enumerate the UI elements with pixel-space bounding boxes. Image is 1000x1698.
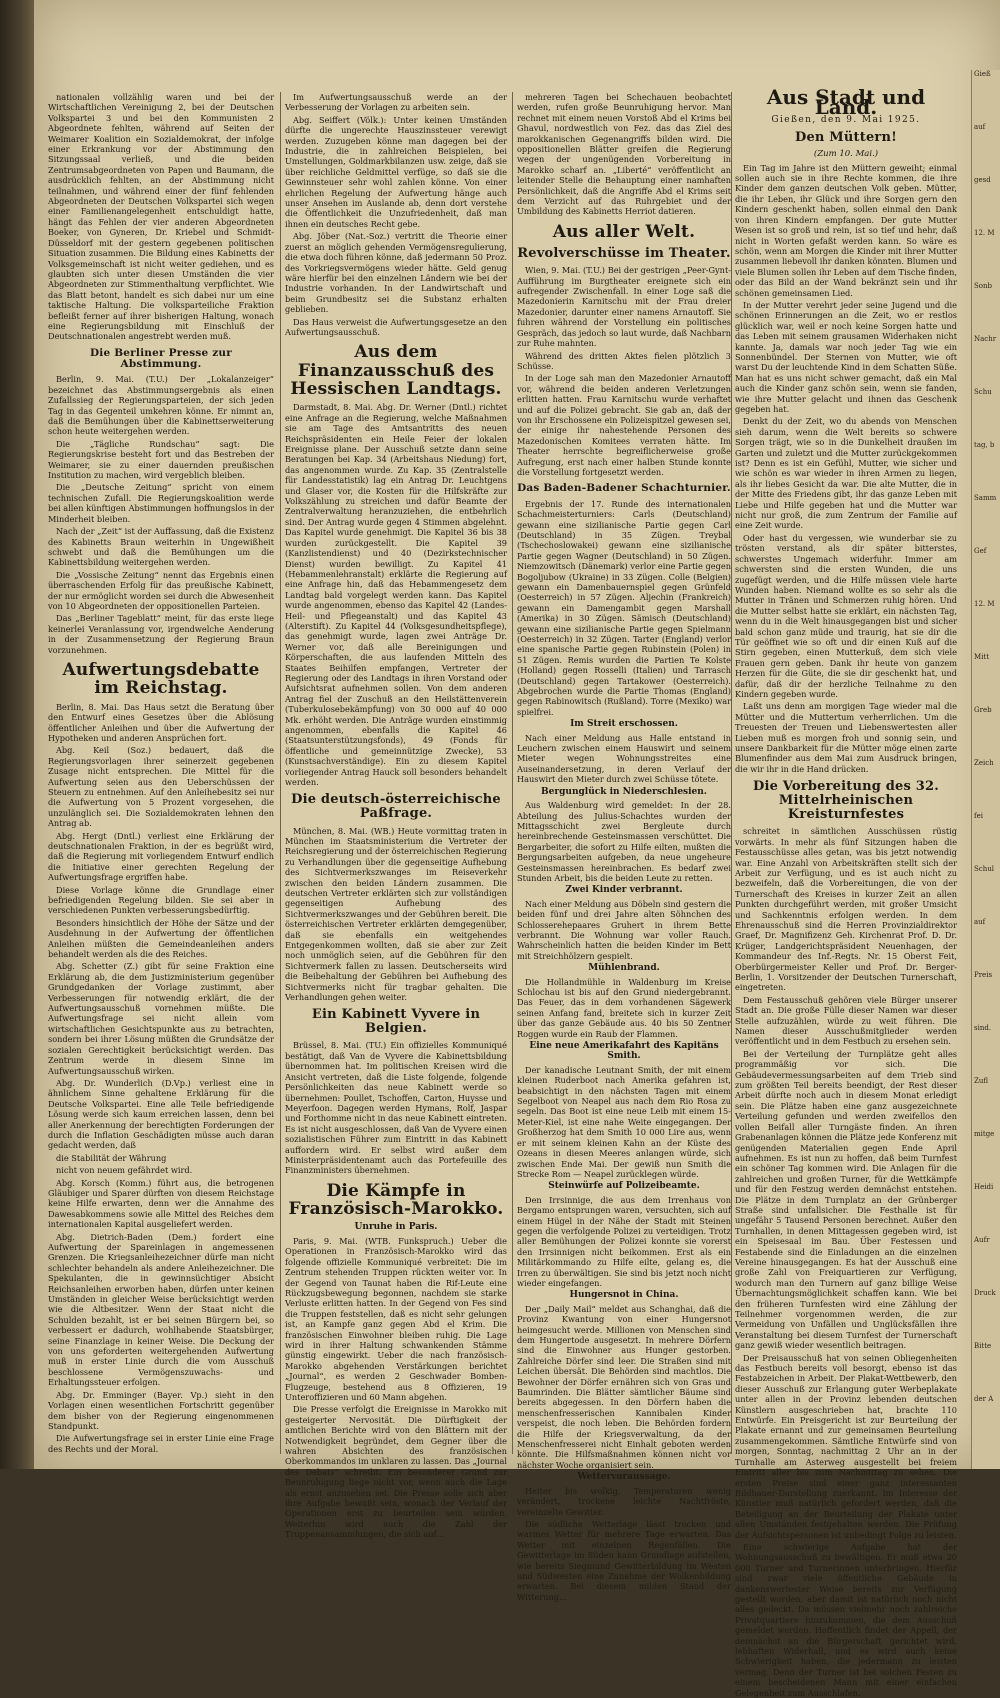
headline-finanzausschuss: Aus dem Finanzausschuß des Hessischen Landtags. bbox=[290, 342, 502, 400]
subheadline-amerikafahrt: Eine neue Amerikafahrt des Kapitäns Smith. bbox=[529, 1041, 719, 1062]
subheadline-muehlenbrand: Mühlenbrand. bbox=[588, 963, 660, 974]
edge-line: 12. M bbox=[974, 229, 995, 237]
article-body bbox=[285, 402, 507, 787]
edge-line: Zufl bbox=[974, 1077, 989, 1085]
paragraph: Diese Vorlage könne die Grundlage einer befriedigenden Regelung bilden. Sie sei aber in verschiedenen Punkten verbesserungsbedürftig. bbox=[48, 884, 274, 916]
article-body bbox=[517, 733, 731, 785]
paragraph: Eine schwierige Aufgabe hat der Wohnungsausschuß zu bewältigen. Er muß etwa 20 000 Turner und Turnerinnen unterbringen. Hierfür sind zwar viele öffentliche Gebäude in dankenswertester Weise bereits zur Verfügung gestellt worden, aber damit ist natürlich noch nicht alles gedeckt. Da müssen vielmehr noch zahlreiche Privatquartiere hinzukommen, die dem Ausschuß gemeldet werden. Hoffentlich findet der Appell, der demnächst an die Bürgerschaft gerichtet wird, lebhaften Widerhall, und es wird auch keine Schwierigkeit haben, die jedermann zu leisten vermag. Denn der Turner ist bei solchen Festen zu einem bescheidenen Mann mit einer einfachen Gelegenheit zum Ausschlafen. bbox=[735, 1541, 957, 1698]
edge-line: auf bbox=[974, 918, 986, 926]
column-rule bbox=[512, 92, 513, 1454]
edge-line: der A bbox=[974, 1395, 994, 1403]
paragraph: Nach einer Meldung aus Halle entstand in Leuchern zwischen einem Hauswirt und seinem Mieter wegen Wohnungsstreites eine Auseinandersetzung, in deren Verlauf der Hauswirt den Mieter durch zwei Schüsse tötete. bbox=[517, 732, 731, 785]
edge-line: Druck bbox=[974, 1289, 996, 1297]
paragraph: Abg. Schetter (Z.) gibt für seine Fraktion eine Erklärung ab, die dem Justizministerium gegenüber Grundgedanken der Vorlage zustimmt, aber Verbesserungen für notwendig erklärt, die der Aufwertungsausschuß vornehmen müßte. Die Aufwertungsfrage sei nicht allein vom wirtschaftlichen Gesichtspunkte aus zu betrachten, sondern bei ihrer Lösung müßten die Grundsätze der sozialen Gerechtigkeit berücksichtigt werden. Das Zentrum werde in diesem Sinne im Aufwertungsausschuß wirken. bbox=[48, 961, 274, 1076]
paragraph: die Stabilität der Währung bbox=[56, 1152, 167, 1163]
article-body bbox=[517, 899, 731, 961]
paragraph: Nach einer Meldung aus Döbeln sind gestern die beiden fünf und drei Jahre alten Söhnchen des Schlosserehepaares Gruhert in ihrem Bette verbrannt. Die Wohnung war voller Rauch. Wahrscheinlich hatten die beiden Kinder im Bett mit Streichhölzern gespielt. bbox=[517, 898, 731, 961]
column-1 bbox=[48, 92, 274, 1454]
paragraph: Nach der „Zeit“ ist der Auffassung, daß die Existenz des Kabinetts Braun weiterhin in Ungewißheit schwebt und daß die Bemühungen um die Kabinettsbildung weitergehen werden. bbox=[48, 526, 274, 568]
paragraph: In der Loge sah man den Mazedonier Arnautoff vor, während die beiden anderen Verletzungen erlitten hatten. Frau Karnitschu wurde verhaftet und auf die Polizei gebracht. Sie gab an, daß der von ihr Erschossene ein Polizeispitzel gewesen sei, der einige ihr nahestehende Personen des Mazedonischen Komitees verraten hätte. Im Theater herrschte begreiflicherweise große Aufregung, erst nach einer halben Stunde konnte die Vorstellung fortgesetzt werden. bbox=[517, 373, 731, 477]
article-body bbox=[517, 1304, 731, 1471]
edge-text bbox=[974, 70, 1000, 1404]
paragraph: Aus Waldenburg wird gemeldet: In der 28. Abteilung des Julius-Schachtes wurden der Mittagsschicht zwei Bergleute durch hereinbrechende Gesteinsmassen verschüttet. Die Bergarbeiter, die sofort zu Hilfe eilten, mußten die Bergungsarbeiten aufgeben, da neue ungeheure Gesteinsmassen hereinbrachen. Es bedarf zwei Stunden Arbeit, bis die beiden Leute zu retten. bbox=[517, 800, 731, 883]
edge-line: Samm bbox=[974, 494, 997, 502]
subheadline-im-streit: Im Streit erschossen. bbox=[570, 719, 678, 730]
headline-den-muettern: Den Müttern! bbox=[794, 130, 898, 146]
paragraph: Das „Berliner Tageblatt“ meint, für das erste liege keinerlei Veranlassung vor, irgendwelche Aenderung in der Zusammensetzung der Regierung Braun vorzunehmen. bbox=[48, 613, 274, 655]
paragraph: Oder hast du vergessen, wie wunderbar sie zu trösten verstand, als dir später bitterstes, schwerstes Ungemach widerfuhr. Immer am schwersten sind die ersten Wunden, die uns zugefügt werden, und die Hilfe müssen viele harte Wunden haben. Niemand wollte es so sehr als die Mutter in Tränen und Schmerzen ruhig hören. Und die Mutter selbst hatte sie erklärt, ein nächsten Tag, wenn du in die Welt hinausgegangen bist und sicher bald schon ganz müde und traurig, hat sie dir die Tür geöffnet wie so oft und dir einen Kuß auf die Stirn gegeben, einen Mutterkuß, dem sich viele Frauen gern geben. Dank ihr heute von ganzem Herzen für die Güte, die sie dir geschenkt hat, und dafür, daß dir der herzliche Teilnahme zu den Kindern gegeben wurde. bbox=[735, 532, 957, 699]
paragraph: Ein Tag im Jahre ist den Müttern geweiht; einmal sollen auch sie in ihre Rechte kommen, die ihre Kinder dem ganzen deutschen Volk geben. Mütter, die ihr Leben, ihr Glück und ihre Sorgen gern den Kindern geschenkt haben, sollen einmal den Dank von ihren Kindern empfangen. Der gute Mutter Wesen ist so groß und rein, ist so tief und hehr, daß nicht in Worten gefaßt werden kann. So wäre es schön, wenn am Morgen die Kinder mit ihrer Mutter zusammen liebevoll ihr danken könnten. Blumen und viele Blumen sollen ihr Leben auf dem Tische finden, oder das Bild an der Wand bekränzt sein und ihr schönen gemeinsamen Lied. bbox=[735, 162, 957, 298]
article-body bbox=[285, 92, 507, 337]
paragraph: Die Hollandmühle in Waldenburg im Kreise Schlochau ist bis auf den Grund niedergebrannt. Das Feuer, das in dem vorhandenen Sägewerk seinen Anfang fand, breitete sich in kurzer Zeit über das ganze Gebäude aus. 40 bis 50 Zentner Roggen wurde ein Raub der Flammen. bbox=[517, 976, 731, 1039]
paragraph: Die „Vossische Zeitung“ nennt das Ergebnis einen überraschenden Erfolg für das preußische Kabinett, der nur ermöglicht worden sei durch die Abwesenheit von 10 Abgeordneten der oppositionellen Parteien. bbox=[48, 569, 274, 611]
edge-line: Bitte bbox=[974, 1342, 992, 1350]
paragraph: Der Preisausschuß hat von seinen Obliegenheiten das Festbuch bereits voll besorgt, ebenso ist das Festabzeichen in Arbeit. Der Plakat-Wettbewerb, den dieser Ausschuß zur Erlangung guter Werbeplakate unter allen in der Provinz lebenden deutschen Künstlern ausgeschrieben hat, brachte 110 Entwürfe. Ein Preisgericht ist zur Beurteilung der Plakate ernannt und zur gemeinsamen Beurteilung zusammengekommen. Sämtliche Entwürfe sind von morgen, Sonntag, nachmittag 2 Uhr an in der Turnhalle am Asterweg ausgestellt bei freiem Eintritt aller bis zum Nachmittag zu sehen. Die ersten Preise sind einer ganz interessanten Bildhauer-Darstellung zuerkannt. Im Interesse der Künstler muß natürlich gefordert werden, daß die Beteiligung an der Beurteilung der Plakate unter allen Umständen festgehalten werden. Die Prüfung der Aufsichtspersonen ist unbedingt Folge zu leisten. bbox=[735, 1352, 957, 1540]
article-body bbox=[517, 92, 731, 217]
edge-line: Schul bbox=[974, 865, 994, 873]
headline-revolverschuesse: Revolverschüsse im Theater. bbox=[517, 246, 731, 262]
edge-line: sind. bbox=[974, 1024, 992, 1032]
subheadline-bergunglueck: Bergunglück in Niederschlesien. bbox=[541, 786, 707, 797]
subheadline-wettervoraussage: Wettervoraussage. bbox=[577, 1472, 671, 1483]
paragraph: Ergebnis der 17. Runde des internationalen Schachmeisterturniers: Carls (Deutschland) gewann eine sizilianische Partie gegen Carl (Deutschland) in 35 Zügen. Treybal (Tschechoslowakei) gewann eine sizilianische Partie gegen Wagner (Deutschland) in 50 Zügen. Niemzowitsch (Dänemark) verlor eine Partie gegen Bogoljubow (Ukraine) in 33 Zügen. Colle (Belgien) gewann ein Damenbauernspiel gegen Grünfeld (Oesterreich) in 57 Zügen. Aljechin (Frankreich) gewann ein Damengambit gegen Marshall (Amerika) in 30 Zügen. Sämisch (Deutschland) gewann eine sizilianische Partie gegen Spielmann (Oesterreich) in 32 Zügen. Tarter (England) verlor eine spanische Partie gegen Rubinstein (Polen) in 51 Zügen. Remis wurden die Partien Te Kolste (Holland) gegen Rosselli (Italien) und Tarrasch (Deutschland) gegen Tartakower (Oesterreich). Abgebrochen wurde die Partie Thomas (England) gegen Rabinowitsch (Rußland). Torre (Mexiko) war spielfrei. bbox=[517, 498, 731, 717]
column-2 bbox=[285, 92, 507, 1540]
paragraph: Paris, 9. Mai. (WTB. Funkspruch.) Ueber die Operationen in Französisch-Marokko wird das folgende offizielle Kommuniqué verbreitet: Die im Zentrum stehenden Truppen rückten weiter vor. In der Gegend von Taunat haben die Rif-Leute eine Rückzugsbewegung begonnen, nachdem sie starke Verluste erlitten hatten. In der Gegend von Fes sind die Truppen feststellen, daß es nicht sehr gelungen ist, an Kampfe ganz gegen Abd el Krim. Die französischen Einwohner bleiben ruhig. Die Lage wird in ihrer Haltung schwankenden Stämme günstig eingewirkt. Ueber die nach französisch-Marokko abgehenden Verstärkungen berichtet „Journal“, es werden 2 Geschwader Bomben-Flugzeuge, bestehend aus 8 Offizieren, 19 Unteroffizieren und 60 Mann abgehen. bbox=[285, 1235, 507, 1402]
edge-line: Schu bbox=[974, 388, 992, 396]
article-body bbox=[517, 1486, 731, 1602]
binding-gutter bbox=[0, 0, 34, 1469]
paragraph: Abg. Keil (Soz.) bedauert, daß die Regierungsvorlagen ihrer seinerzeit gegebenen Zusage nicht entsprechen. Die Mittel für die Aufwertung seien aus den Ueberschüssen der Steuern zu entnehmen. Auf den Anleihebesitz sei nur die Aufwertung von 5 Prozent vorgesehen, die unzulänglich sei. Die Sozialdemokraten lehnen den Antrag ab. bbox=[48, 745, 274, 829]
paragraph: In der Mutter verehrt jeder seine Jugend und die schönen Erinnerungen an die Zeit, wo er restlos glücklich war, weil er noch keine Sorgen hatte und das Leben mit seinem grausamen Widerhaken nicht kannte. Ja, damals war noch jeder Tag wie ein Sonnenbündel. Der Sternen von Mutter, wie oft warst Du der leuchtende Kind in dem Schatten Süße. Man hat es uns nicht schwer gemacht, daß ein Mal auch die Kinder ganz schön sein, wenn sie fanden, wie ihre Mutter gelacht und ihnen das Geschenk gegeben hat. bbox=[735, 299, 957, 414]
paragraph: Das Haus verweist die Aufwertungsgesetze an den Aufwertungsausschuß. bbox=[285, 316, 507, 337]
edge-line: Sonb bbox=[974, 282, 992, 290]
subheadline-zwei-kinder: Zwei Kinder verbrannt. bbox=[565, 885, 683, 896]
paragraph: Denkt du der Zeit, wo du abends von Menschen sieh darum, wenn die Welt bereits so schwere Sorgen trägt, wie so in die Dunkelheit draußen im Garten und zuletzt und die Mutter zurückgekommen ist? Denn es ist ein Gefühl, Mutter, wie sicher und wie schön es war wieder in ihren Armen zu liegen, als ihr liebes Gesicht da war. Die alte Mutter, die in der Mitte des Friedens gibt, ihr das ganze Leben mit Liebe und Hilfe gegeben hat und die Mutter war nicht nur groß, die zum Zentrum der Familie auf eine Zeit wurde. bbox=[735, 416, 957, 531]
article-body bbox=[48, 702, 274, 1454]
paragraph: Die südliche Wetterlage lässt trocken und warmes Wetter für mehrere Tage erwarten. Das Wetter mit einzelnen Regenfällen. Die Gewitterlage im Süden kann Grundlage aufstellen, wie bereits Siegmund Gewitterbildung im Westen und Südwesten eine Zunahme der Wolkenbildung erwarten. Bei diesem milden Stand der Witterung... bbox=[517, 1518, 731, 1602]
paragraph: Heiter bis wolkig, Temperaturen wenig verändert, trockene leichte Nachtfröste, vereinzelte Gewitter. bbox=[517, 1485, 731, 1517]
dateline: Gießen, den 9. Mai 1925. bbox=[771, 114, 921, 125]
paragraph: Besonders hinsichtlich der Höhe der Sätze und der Ausdehnung in der Aufwertung der öffentlichen Anleihen müßten die Gemeindeanleihen anders behandelt werden als die des Reiches. bbox=[48, 917, 274, 960]
edge-line: fei bbox=[974, 812, 983, 820]
column-rule bbox=[731, 92, 732, 1454]
subheadline-hungersnot: Hungersnot in China. bbox=[569, 1290, 679, 1301]
paragraph: Abg. Jöber (Nat.-Soz.) vertritt die Theorie einer zuerst an möglich gehenden Vermögensregulierung, die etwa doch führen könne, daß jedermann 50 Proz. des Vorkriegsvermögens wieder hätte. Geld genug wäre hierfür bei den einzelnen Ländern wie bei der Industrie vorhanden. In der Landwirtschaft und beim Grundbesitz sei die Substanz erhalten geblieben. bbox=[285, 231, 507, 315]
article-body bbox=[735, 163, 957, 775]
article-body bbox=[517, 265, 731, 477]
kicker-zum-10-mai: (Zum 10. Mai.) bbox=[813, 149, 879, 160]
edge-line: Nachr bbox=[974, 335, 997, 343]
paragraph: Berlin, 9. Mai. (T.U.) Der „Lokalanzeiger“ bezeichnet das Abstimmungsergebnis als einen Zufallssieg der Regierungsparteien, der sich jeden Tag in das Gegenteil umkehren könne. Er nimmt an, daß die Bemühungen über die Kabinettserweiterung schon heute weitergehen werden. bbox=[48, 374, 274, 437]
edge-line: gesd bbox=[974, 176, 991, 184]
article-body bbox=[285, 1040, 507, 1175]
headline-berliner-presse: Die Berliner Presse zur Abstimmung. bbox=[90, 346, 232, 371]
column-rule bbox=[280, 92, 281, 1454]
headline-aufwertungsdebatte: Aufwertungsdebatte im Reichstag. bbox=[62, 659, 260, 699]
edge-line: Zeich bbox=[974, 759, 994, 767]
paragraph: Wien, 9. Mai. (T.U.) Bei der gestrigen „Peer-Gynt-Aufführung im Burgtheater ereignete sich ein aufregender Zwischenfall. In einer Loge saß die Mazedonierin Karnitschu mit der Frau dreier Mazedonier, darunter einer namens Arnautoff. Sie fuhren während der Vorstellung ein politisches Gespräch, das jedoch so laut wurde, daß Nachbarn zur Ruhe mahnten. bbox=[517, 265, 731, 349]
article-body bbox=[517, 977, 731, 1039]
article-body bbox=[517, 499, 731, 718]
paragraph: München, 8. Mai. (WB.) Heute vormittag traten in München im Staatsministerium die Vertreter der Reichsregierung und der österreichischen Regierung zu Verhandlungen über die gegenseitige Aufhebung des Sichtvermerkszwanges im Reiseverkehr zwischen den beiden Ländern zusammen. Die deutschen Vertreter erklärten sich zur vollständigen gegenseitigen Aufhebung des Sichtvermerkszwanges und der Gebühren bereit. Die österreichischen Vertreter erklärten demgegenüber, daß sie ebenfalls ein weitgehendes Entgegenkommen wollten, daß sie aber zur Zeit noch unmöglich seien, auf die Gebühren für den Sichtvermerk fallen zu lassen. Deutscherseits wird die Beibehaltung der Gebühren bei Aufhebung des Sichtvermerks nicht für tragbar gehalten. Die Verhandlungen gehen weiter. bbox=[285, 825, 507, 1003]
paragraph: Der kanadische Leutnant Smith, der mit einem kleinen Ruderboot nach Amerika gefahren ist, beabsichtigt in den nächsten Tagen mit einem Segelboot von Neapel aus nach dem Rio Rosa zu segeln. Das Boot ist eine neue Leib mit einem 15-Meter-Kiel, ist eine nahe Weite eingegangen. Der Großherzog hat dem Smith 10 000 Lire aus, wenn er mit seinem kleinen Kahn an der Küste des Ozeans in diesen Meeres anlangen würde, sich zwischen Ende Mai. Der gewiß nun Smith die Strecke Rom — Neapel zurücklegen würde. bbox=[517, 1064, 731, 1179]
paragraph: Abg. Korsch (Komm.) führt aus, die betrogenen Gläubiger und Sparer dürften von diesem Reichstage keine Hilfe erwarten, denn wer die Annahme des Dawesabkommens sowie alle Mittel des Reiches dem internationalen Kapital ausgeliefert werden. bbox=[48, 1177, 274, 1230]
article-body bbox=[517, 1195, 731, 1289]
headline-schachturnier: Das Baden-Badener Schachturnier. bbox=[517, 482, 731, 495]
subheadline-steinwuerfe: Steinwürfe auf Polizeibeamte. bbox=[548, 1181, 700, 1192]
paragraph: mehreren Tagen bei Schechauen beobachtet werden, rufen große Beunruhigung hervor. Man rechnet mit einem neuen Vorstoß Abd el Krims bei Ghavul, nordwestlich von Fez. das das Ziel des marokkanischen Gegenangriffs bilden wird. Die oppositionellen Blätter greifen die Regierung wegen der ungenügenden Vorbereitung in Marokko scharf an. „Liberté“ veröffentlicht an leitender Stelle die Behauptung einer namhaften Persönlichkeit, daß die Angriffe Abd el Krims seit dem Verzicht auf das Ruhrgebiet und der Umbildung des Kabinetts Herriot datieren. bbox=[517, 92, 731, 217]
column-3 bbox=[517, 92, 731, 1602]
paragraph: Die „Tägliche Rundschau“ sagt: Die Regierungskrise besteht fort und das Bestreben der Weimarer, sie zu einer dauernden preußischen Institution zu machen, wird vergeblich bleiben. bbox=[48, 438, 274, 481]
paragraph: Die Aufwertungsfrage sei in erster Linie eine Frage des Rechts und der Moral. bbox=[48, 1433, 274, 1454]
adjacent-page-edge bbox=[971, 70, 1000, 1469]
edge-line: auf bbox=[974, 123, 986, 131]
edge-line: Gieß bbox=[974, 70, 991, 78]
paragraph: Dem Festausschuß gehören viele Bürger unserer Stadt an. Die große Fülle dieser Namen war dieser Stelle aufzuzählen, würde zu weit führen. Die Namen dieser Ausschußmitglieder werden veröffentlicht und in dem Festbuch zu ersehen sein. bbox=[735, 994, 957, 1047]
paragraph: Darmstadt, 8. Mai. Abg. Dr. Werner (Dntl.) richtet eine Anfrage an die Regierung, welche Maßnahmen sie am Tage des Amtsantritts des neuen Reichspräsidenten ein Heile Feier der lokalen Ereignisse plane. Der Ausschuß setzte dann seine Beratungen bei Kap. 34 (Arbeitshaus Niedung) fort, das angenommen wurde. Zu Kap. 35 (Zentralstelle für Landesstatistik) lag ein Antrag Dr. Leuchtgens und Glaser vor, die Kosten für die Hilfskräfte zur Volkszählung zu streichen und dafür Beamte der Zentralverwaltung heranzuziehen, die entbehrlich sind. Der Antrag wurde gegen 4 Stimmen abgelehnt. Das Kapitel wurde genehmigt. Die Kapitel 36 bis 38 wurden zurückgestellt. Die Kapitel 39 (Kanzlistendienst) und 40 (Dezirkstechnischer Dienst) wurden bewilligt. Zu Kapitel 41 (Hebammenlehranstalt) erklärte die Regierung auf eine Anfrage hin, daß das Hebammengesetz dem Landtag bald vorgelegt werden kann. Das Kapitel wurde angenommen, ebenso das Kapitel 42 (Landes-Heil- und Pflegeanstalt) und das Kapitel 43 (Alterstift). Zu Kapitel 44 (Volksgesundheitspflege), das genehmigt wurde, lagen zwei Anträge Dr. Werner vor, daß alle Bereinigungen und Körperschaften, die aus laufenden Mitteln des Staates Beihilfen empfangen, Vertreter der Regierung oder des Landtags in ihren Vorstand oder Aufsichtsrat aufnehmen sollen. Von dem anderen Antrag fiel der Zuschuß an den Heilstättenverein (Tuberkulosebekämpfung) von 30 000 auf 40 000 Mk. erhöht werden. Die Anträge wurden einstimmig angenommen, ebenfalls die Kapitel 46 (Staatsunterstützungsfonds), 49 (Fonds für öffentliche und gemeinnützige Zwecke), 53 (Kunstsachverständige). Ein zu diesem Kapitel vorliegender Antrag Hauck soll besonders behandelt werden. bbox=[285, 402, 507, 788]
paragraph: Abg. Seiffert (Völk.): Unter keinen Umständen dürfte die ungerechte Hauszinssteuer verewigt werden. Zuzugeben könne man dagegen bei der Industrie, die in zahlreichen Beispielen, bei Umstellungen, Goldmarkbilanzen usw. zeige, daß sie über reichliche Geldmittel verfüge, so daß sie die Gewinnsteuer sehr wohl zahlen könne. Von einer ehrlichen Regelung der Aufwertung hänge auch unser Ansehen im Auslande ab, denn dort verstehe die Öffentlichkeit die Unzufriedenheit, daß man ihnen ein deutsches Recht gebe. bbox=[285, 114, 507, 229]
headline-kaempfe-marokko: Die Kämpfe in Französisch-Marokko. bbox=[288, 1180, 504, 1220]
headline-kreisturnfest: Die Vorbereitung des 32. Mittelrheinischen Kreisturnfestes bbox=[753, 779, 939, 823]
edge-line: Mitt bbox=[974, 653, 990, 661]
paragraph: Die Presse verfolgt die Ereignisse in Marokko mit gesteigerter Nervosität. Die Dürftigkeit der amtlichen Berichte wird von den Blättern mit der Notwendigkeit begründet, dem Gegner über die wahren Absichten des französischen Oberkommandos im unklaren zu lassen. Das „Journal des Debats“ schreibt: Ein besonderer Grund zur Beunruhigung liege nicht vor, wenn auch die Lage als ernst anzusehen sei. Die Presse solle sich aber ihre Aufgabe bewußt sein, wonach der Verlauf der Operationen erst zu beurteilen sein würden. Weiterhin wird auch die Zahl der Truppenansammlungen, die sich auf... bbox=[285, 1404, 507, 1540]
paragraph: Bei der Verteilung der Turnplätze geht alles programmäßig vor sich. Die Gebäudevermessungsarbeiten auf dem Trieb sind zum größten Teil bereits beendigt, der Rest dieser Arbeit dürfte noch auch in diesem Monat erledigt sein. Die Plätze haben eine ganz ausgezeichnete Verteilung gefunden und werden zweifellos den vollen Beifall aller Turngäste finden. An ihren Grabenanlagen können die Plätze jede Konferenz mit genügenden Materialien gegen Ende April aufnehmen. Es ist nun zu hoffen, daß beim Turnfest ein schöner Tag kommen wird. Die Anlagen für die zahlreichen und großen Turner, für die Wettkämpfe und für den Festzug werden demnächst entstehen. Die Plätze in dem Turnplatz an der Grünberger Straße sind unfallsicher. Die Festhalle ist für ungefähr 5 Tausend Personen berechnet. Außer den Turnhallen, in denen Mittagessen gegeben wird, ist ein Speisesaal im Bau. Über Festessen und Festabende sind die Einladungen an die einzelnen Vereine hinausgegangen. Es hat der Ausschuß eine große Zahl von Freiquartieren zur Verfügung, wodurch man den Turnern auf ganz billige Weise Übernachtungsmöglichkeit schaffen kann. Wie bei den früheren Turnfesten wird eine Zählung der Teilnehmer vorgenommen werden, die zur Vermeidung von Unfällen und Unglücksfällen ihre Veranstaltung bei diesem Turnfest der Turnerschaft ganz gewiß wieder wesentlich beitragen. bbox=[735, 1048, 957, 1351]
edge-line: Greb bbox=[974, 706, 992, 714]
edge-line: Gef bbox=[974, 547, 987, 555]
article-body bbox=[285, 1236, 507, 1540]
headline-aus-aller-welt: Aus aller Welt. bbox=[552, 221, 696, 242]
paragraph: Abg. Dietrich-Baden (Dem.) fordert eine Aufwertung der Spareinlagen in angemessenen Grenzen. Die Kriegsanleihezeichner dürfe man nicht schlechter behandeln als andere Anleihezeichner. Die Spekulanten, die in gewinnsüchtiger Absicht Reichsanleihen erworben haben, dürfen unter keinen Umständen in gleicher Weise berücksichtigt werden wie die Altbesitzer. Wenn der Staat nicht die Schulden bezahlt, ist er bei seinen Bürgern bei, so verbessert er dadurch, wohlhabende Staatsbürger, seine Finanzlage in keiner Weise. Die Deckung der von uns geforderten weitergehenden Aufwertung muß in erster Linie durch die vom Ausschuß beschlossene Vermögenszuwachs- und Erhaltungssteuer erfolgen. bbox=[48, 1231, 274, 1388]
article-body bbox=[285, 826, 507, 1003]
edge-line: mitge bbox=[974, 1130, 995, 1138]
edge-line: tag, b bbox=[974, 441, 995, 449]
paragraph: Während des dritten Aktes fielen plötzlich 3 Schüsse. bbox=[517, 350, 731, 371]
paragraph: Den Irrsinnige, die aus dem Irrenhaus von Bergamo entsprungen waren, versuchten, sich auf einem Hügel in der Nähe der Stadt mit Steinen gegen die verfolgende Polizei zu verteidigen. Trotz aller Bemühungen der Polizei konnte sie vorerst den Irrsinnigen nicht beikommen. Erst als ein Militärkommando zu Hilfe eilte, gelang es, die Irren zu überwältigen. Sie sind bis jetzt noch nicht wieder eingefangen. bbox=[517, 1194, 731, 1288]
column-4 bbox=[735, 85, 957, 1698]
paragraph: nicht von neuem gefährdet wird. bbox=[56, 1165, 193, 1176]
paragraph: Die „Deutsche Zeitung“ spricht von einem technischen Zufall. Die Regierungskoalition werde bei allen künftigen Abstimmungen hoffnungslos in der Minderheit bleiben. bbox=[48, 482, 274, 524]
article-body bbox=[517, 1065, 731, 1179]
edge-line: Aufr bbox=[974, 1236, 990, 1244]
paragraph: Im Aufwertungsausschuß werde an der Verbesserung der Vorlagen zu arbeiten sein. bbox=[285, 92, 507, 113]
section-masthead: Aus Stadt und Land. bbox=[766, 85, 926, 120]
paragraph: schreitet in sämtlichen Ausschüssen rüstig vorwärts. In mehr als fünf Sitzungen haben die Festausschüsse alles getan, was bis jetzt notwendig war. Eine Anzahl von Arbeitskräften stellt sich der Arbeit zur Verfügung, und es ist auch nicht zu bezweifeln, daß die Vorbereitungen, die von der Turnerschaft des Kreises in kurzer Zeit an allen Punkten durchgeführt werden, mit großer Umsicht und Sachkenntnis erfolgen werden. In dem Ehrenausschuß sind die Herren Provinzialdirektor Graef, Dr. Magnifizenz Geh. Kirchenrat Prof. D. Dr. Krüger, Landgerichtspräsident Neuenhagen, der Kommandeur des Inf.-Regts. Nr. 15 Oberst Feit, Oberbürgermeister Keller und Prof. Dr. Berger-Berlin, 1. Vorsitzender der Deutschen Turnerschaft, eingetreten. bbox=[735, 826, 957, 993]
edge-line: Heidi bbox=[974, 1183, 994, 1191]
article-body bbox=[517, 800, 731, 883]
paragraph: Abg. Dr. Wunderlich (D.Vp.) verliest eine in ähnlichem Sinne gehaltene Erklärung für die Deutsche Volkspartei. Eine alle Teile befriedigende Lösung werde sich kaum erreichen lassen, denn bei aller Anerkennung der berechtigten Forderungen der durch die Inflation Geschädigten müsse auch daran gedacht werden, daß bbox=[48, 1077, 274, 1151]
article-body bbox=[48, 92, 274, 342]
headline-kabinett-vyvere: Ein Kabinett Vyvere in Belgien. bbox=[311, 1007, 481, 1037]
edge-line: Preis bbox=[974, 971, 993, 979]
paragraph: Abg. Dr. Emminger (Bayer. Vp.) sieht in den Vorlagen einen wesentlichen Fortschritt gegenüber dem bisher von der Regierung eingenommenen Standpunkt. bbox=[48, 1389, 274, 1431]
paragraph: nationalen vollzählig waren und bei der Wirtschaftlichen Vereinigung 2, bei der Deutschen Volkspartei 3 und bei den Kommunisten 2 Abgeordnete fehlten, während auf Seiten der Weimarer Koalition ein Sozialdemokrat, der infolge einer Erkrankung vor der Abstimmung den Sitzungssaal verließ, und die beiden Zentrumsabgeordneten von Papen und Baumann, die ausdrücklich fehlten, an der Abstimmung nicht teilnahmen, und während einer der fünf fehlenden Abgeordneten der Deutschen Volkspartei sich wegen einer Familienangelegenheit entschuldigt hatte, hängt das Fehlen der vier anderen Abgeordneten Boeker, von Gyneren, Dr. Kriebel und Schmidt-Düsseldorf mit der gestern gegebenen politischen Situation zusammen. Die Bildung eines Kabinetts der Volksgemeinschaft ist nicht weiter gediehen, und es glaubten sich unter diesen Umständen die vier Abgeordneten zur Stimmenthaltung verpflichtet. Wie das Blatt betont, handelt es sich dabei nur um eine taktische Haltung. Die volksparteiliche Fraktion befleißt ferner auf ihrer bisherigen Haltung, wonach eine Regierungsbildung mit Einschluß der Deutschnationalen angestrebt werden muß. bbox=[48, 92, 274, 342]
paragraph: Brüssel, 8. Mai. (TU.) Ein offizielles Kommuniqué bestätigt, daß Van de Vyvere die Kabinettsbildung übernommen hat. Im politischen Kreisen wird die Ansicht vertreten, daß die Liste folgende, folgende Persönlichkeiten das neue Kabinett werde so übernehmen: Poullet, Tschoffen, Carton, Huysse und Meyerfoon. Dagegen werden Hymans, Rolf, Jaspar und Forthomme nicht in das neue Kabinett eintreten. Es ist nicht ausgeschlossen, daß Van de Vyvere einen sozialistischen Führer zum Eintritt in das Kabinett auffordern wird. Er selbst wird außer dem Ministerpräsidentenamt auch das Portefeuille des Finanzministers übernehmen. bbox=[285, 1040, 507, 1176]
paragraph: Abg. Hergt (Dntl.) verliest eine Erklärung der deutschnationalen Fraktion, in der es begrüßt wird, daß die Regierung mit vorliegendem Entwurf endlich die Initiative einer gerechten Regelung der Aufwertungsfrage ergriffen habe. bbox=[48, 830, 274, 883]
paragraph: Berlin, 8. Mai. Das Haus setzt die Beratung über den Entwurf eines Gesetzes über die Ablösung öffentlicher Anleihen und über die Aufwertung der Hypotheken und anderen Ansprüchen fort. bbox=[48, 701, 274, 743]
article-body bbox=[48, 374, 274, 655]
paragraph: Der „Daily Mail“ meldet aus Schanghai, daß die Provinz Kwantung von einer Hungersnot heimgesucht werde. Millionen von Menschen sind dem Hungertode ausgesetzt. In mehrere Dörfern sind die Einwohner aus Hunger gestorben. Zahlreiche Dörfer sind leer. Die Straßen sind mit Leichen übersät. Die Behörden sind machtlos. Die Bewohner der Dörfer ernähren sich von Gras und Baumrinden. Die Blätter sämtlicher Bäume sind bereits abgegessen. In den Dörfern haben die menschenfresserischen Kannibalen Kinder verspeist, die noch leben. Die Behörden fordern die Hilfe der Kriegsverwaltung, da der Menschenfresserei nicht Einhalt geboten werden könnte. Die Hilfsmaßnahmen können nicht vor nächster Woche organisiert sein. bbox=[517, 1303, 731, 1470]
article-body bbox=[735, 826, 957, 1698]
paragraph: Laßt uns denn am morgigen Tage wieder mal die Mütter und die Muttertum verherrlichen. Um die Treuesten der Treuen und Liebenswertesten aller Lieben muß es morgen froh und sonnig sein, und unsere Dankbarkeit für die Mütter möge einen zarte Blumenfinder aus dem Mai zum Ausdruck bringen, die wir ihr in die Hand drücken. bbox=[735, 701, 957, 774]
edge-line: 12. M bbox=[974, 600, 995, 608]
headline-passfrage: Die deutsch-österreichische Paßfrage. bbox=[291, 792, 501, 822]
subheadline-unruhe-paris: Unruhe in Paris. bbox=[354, 1222, 438, 1233]
